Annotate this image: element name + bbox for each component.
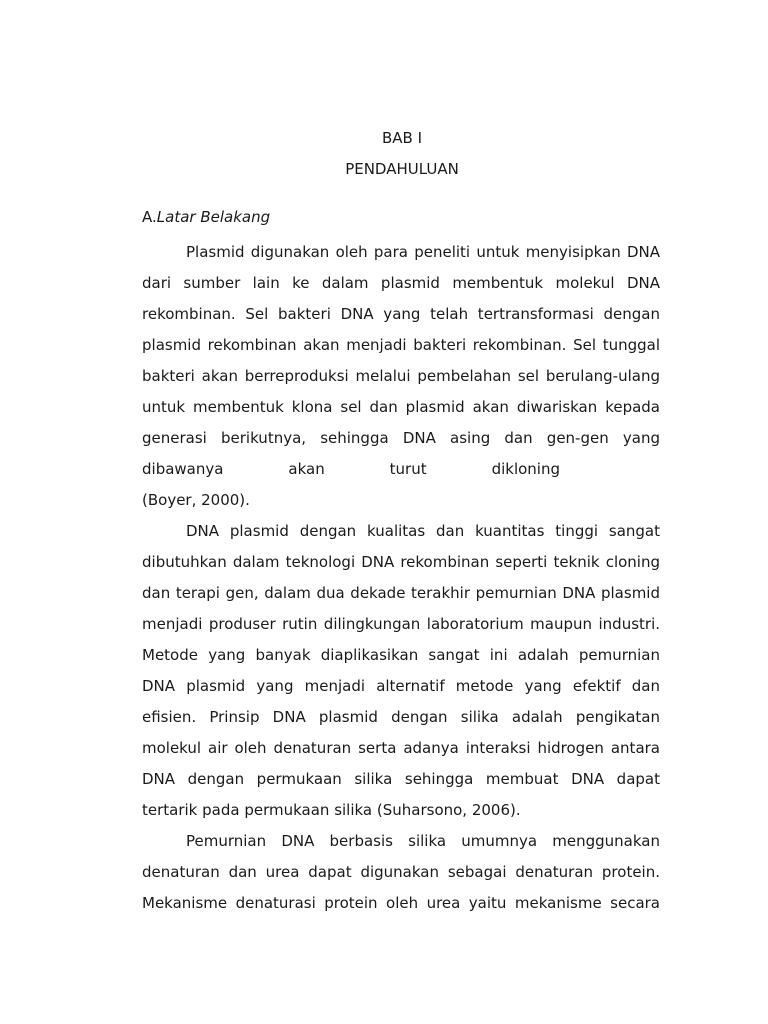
paragraph [142,826,660,919]
text-line: molekul air oleh denaturan serta adanya interaksi hidrogen antara [142,739,660,757]
text-line: untuk membentuk klona sel dan plasmid akan diwariskan kepada [142,398,660,416]
section-title: Latar Belakang [156,208,271,226]
text-line: bakteri akan berreproduksi melalui pembelahan sel berulang-ulang [142,367,660,385]
text-line: tertarik pada permukaan silika (Suharsono, 2006). [142,801,521,819]
text-line: Metode yang banyak diaplikasikan sangat ini adalah pemurnian [142,646,660,664]
section-heading [142,207,270,227]
text-line: DNA dengan permukaan silika sehingga membuat DNA dapat [142,770,660,788]
text-line: (Boyer, 2000). [142,491,250,509]
text-line: dibawanya akan turut dikloning [142,460,560,478]
text-line: Pemurnian DNA berbasis silika umumnya menggunakan [186,832,660,850]
text-line: dari sumber lain ke dalam plasmid membentuk molekul DNA [142,274,660,292]
text-line: rekombinan. Sel bakteri DNA yang telah tertransformasi dengan [142,305,660,323]
text-line: dan terapi gen, dalam dua dekade terakhir pemurnian DNA plasmid [142,584,660,602]
text-line: denaturan dan urea dapat digunakan sebagai denaturan protein. [142,863,660,881]
text-line: menjadi produser rutin dilingkungan laboratorium maupun industri. [142,615,660,633]
text-line: dibutuhkan dalam teknologi DNA rekombinan seperti teknik cloning [142,553,660,571]
text-line: Mekanisme denaturasi protein oleh urea yaitu mekanisme secara [142,894,660,912]
paragraph [142,516,660,826]
chapter-title: PENDAHULUAN [345,160,459,178]
text-line: Plasmid digunakan oleh para peneliti untuk menyisipkan DNA [186,243,660,261]
body-text [142,237,660,919]
text-line: generasi berikutnya, sehingga DNA asing dan gen-gen yang [142,429,660,447]
text-line: plasmid rekombinan akan menjadi bakteri rekombinan. Sel tunggal [142,336,660,354]
section-prefix: A. [142,208,157,226]
paragraph [142,237,660,516]
chapter-label: BAB I [381,129,423,147]
text-line: DNA plasmid dengan kualitas dan kuantitas tinggi sangat [186,522,660,540]
text-line: DNA plasmid yang menjadi alternatif metode yang efektif dan [142,677,660,695]
text-line: efisien. Prinsip DNA plasmid dengan silika adalah pengikatan [142,708,660,726]
